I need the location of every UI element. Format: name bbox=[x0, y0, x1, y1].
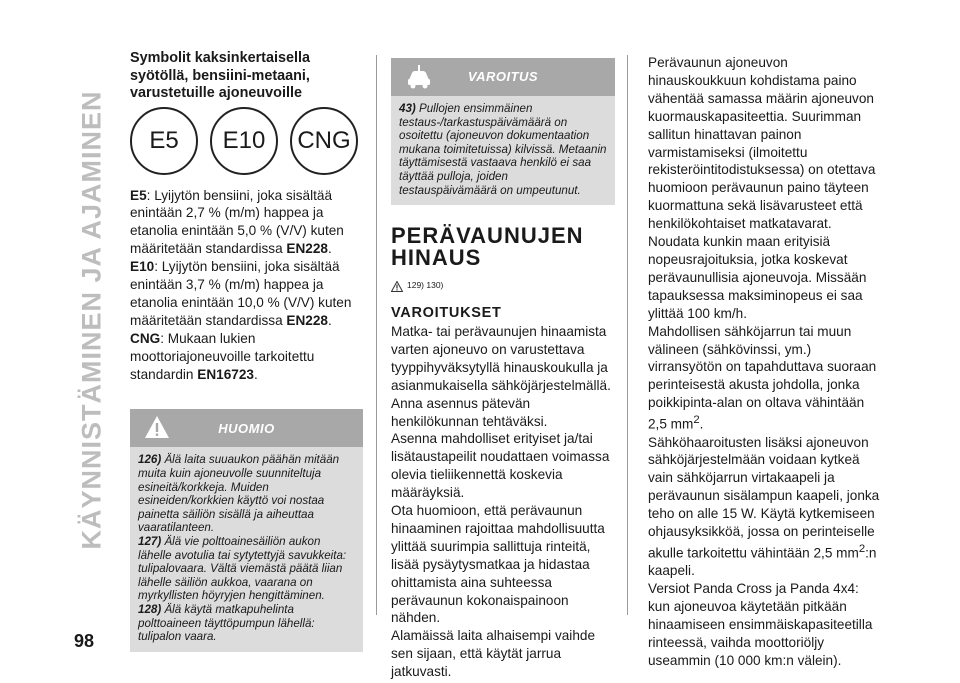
column-divider bbox=[376, 55, 377, 615]
cng-description: CNG: Mukaan lukien moottoriajoneuvoille tarkoitettu standardin EN16723. bbox=[130, 330, 315, 382]
section-title-line-1: PERÄVAUNUJEN bbox=[391, 223, 584, 249]
column-1 bbox=[130, 50, 363, 652]
paragraph: Versiot Panda Cross ja Panda 4x4: kun ajoneuvoa käytetään pitkään hinaamiseen ensimmäiskapasiteetilla rinteessä, vaihda moottoriöljy useammin (10 000 km:n välein). bbox=[648, 581, 873, 668]
paragraph: Matka- tai perävaunujen hinaamista varten ajoneuvo on varustettava tyyppihyväksytyllä hinauskoukulla ja asianmukaisella sähköjärjestelmällä. Anna asennus pätevän henkilökunnan tehtäväksi. bbox=[391, 323, 611, 429]
e5-description: E5: Lyijytön bensiini, joka sisältää enintään 2,7 % (m/m) happea ja etanolia enintään 5,0 % (V/V) kuten määritetään standardissa EN228. bbox=[130, 187, 344, 257]
warning-triangle-icon bbox=[144, 415, 170, 439]
notice-title: HUOMIO bbox=[218, 420, 275, 436]
warnings-heading: VAROITUKSET bbox=[391, 305, 502, 322]
fuel-badge-e5: E5 bbox=[130, 107, 198, 175]
page-number: 98 bbox=[74, 631, 95, 651]
fuel-badge-e10: E10 bbox=[210, 107, 278, 175]
column-2 bbox=[391, 58, 615, 681]
side-title-text: KÄYNNISTÄMINEN JA AJAMINEN bbox=[76, 90, 107, 550]
warning-title: VAROITUS bbox=[467, 69, 539, 85]
note-reference-numbers: 129) 130) bbox=[407, 280, 444, 291]
fuel-badges bbox=[130, 107, 363, 175]
note-127: 127) Älä vie polttoainesäiliön aukon lähelle avotulia tai sytytettyjä savukkeita: tulipalovaara. Vältä viemästä päätä liian lähelle säiliön aukkoa, vaarana on myrkyllisten höyryjen hengittäminen. bbox=[138, 535, 347, 603]
note-128: 128) Älä käytä matkapuhelinta polttoaineen täyttöpumpun lähellä: tulipalon vaara. bbox=[138, 603, 315, 644]
section-title bbox=[391, 225, 615, 269]
section-side-title bbox=[72, 40, 112, 600]
fuel-symbols-heading: Symbolit kaksinkertaisella syötöllä, bensiini-metaani, varustetuille ajoneuvoille bbox=[130, 50, 310, 101]
column-divider bbox=[627, 55, 628, 615]
warning-body bbox=[391, 96, 615, 205]
notice-body bbox=[130, 447, 363, 651]
paragraph: Mahdollisen sähköjarrun tai muun välineen (sähkövinssi, ym.) virransyötön on tapahduttava suoraan perinteisestä akusta johdolla, jonka poikkipinta-alan on oltava vähintään 2,5 $mm^2$. bbox=[648, 323, 877, 432]
column-3 bbox=[648, 54, 880, 670]
section-title-line-2: HINAUS bbox=[391, 245, 482, 271]
warning-triangle-icon bbox=[391, 281, 403, 292]
note-126: 126) Älä laita suuaukon päähän mitään muita kuin ajoneuvolle suunniteltuja esineitä/korkkeja. Muiden esineiden/korkkien käyttö voi nostaa painetta säiliön sisällä ja aiheuttaa vaaratilanteen. bbox=[138, 453, 340, 535]
fuel-badge-cng: CNG bbox=[290, 107, 358, 175]
paragraph: Perävaunun ajoneuvon hinauskoukkuun kohdistama paino vähentää samassa määrin ajoneuvon kuormauskapasiteettia. Suurimman sallitun hinattavan painon varmistamiseksi (ilmoitettu rekisteröintitodistuksessa) on otettava huomioon perävaunun paino täyteen kuormattuna sekä lisävarusteet että henkilökohtaiset matkatavarat. bbox=[648, 55, 876, 232]
note-references bbox=[391, 277, 615, 295]
warning-header bbox=[391, 58, 615, 96]
notice-box bbox=[130, 409, 363, 651]
warning-43: 43) Pullojen ensimmäinen testaus-/tarkastuspäivämäärä on osoitettu (ajoneuvon dokumentaation mukana toimitetuissa) kilvissä. Metaanin täyttämisestä vastaava henkilö ei saa täyttää pulloja, joiden testauspäivämäärä on umpeutunut. bbox=[399, 102, 607, 197]
paragraph: Alamäissä laita alhaisempi vaihde sen sijaan, että käytät jarrua jatkuvasti. bbox=[391, 628, 596, 680]
paragraph: Asenna mahdolliset erityiset ja/tai lisätaustapeilit noudattaen voimassa olevia tieliikennettä koskevia määräyksiä. bbox=[391, 431, 610, 501]
warning-box bbox=[391, 58, 615, 205]
paragraph: Ota huomioon, että perävaunun hinaaminen rajoittaa mahdollisuutta ylittää suurimpia sallittuja rinteitä, lisää pysäytysmatkaa ja hidastaa ohittamista aina suhteessa perävaunun kokonaispainoon nähden. bbox=[391, 503, 605, 626]
e10-description: E10: Lyijytön bensiini, joka sisältää enintään 3,7 % (m/m) happea ja etanolia enintään 10,0 % (V/V) kuten määritetään standardissa EN228. bbox=[130, 259, 352, 328]
notice-header bbox=[130, 409, 363, 447]
paragraph: Noudata kunkin maan erityisiä nopeusrajoituksia, jotka koskevat perävaunullisia ajoneuvoja. Missään tapauksessa maksiminopeus ei saa ylittää 100 km/h. bbox=[648, 234, 867, 321]
paragraph: Sähköhaaroitusten lisäksi ajoneuvon sähköjärjestelmään voidaan kytkeä vain sähköjarrun virtakaapeli ja perävaunun sisälampun kaapeli, jonka teho on alle 15 W. Käytä kytkemiseen ohjausyksikköä, jossa on perinteiselle akulle tarkoitettu vähintään 2,5 $mm^2:n$ kaapeli. bbox=[648, 434, 880, 579]
car-warning-icon bbox=[405, 64, 433, 90]
